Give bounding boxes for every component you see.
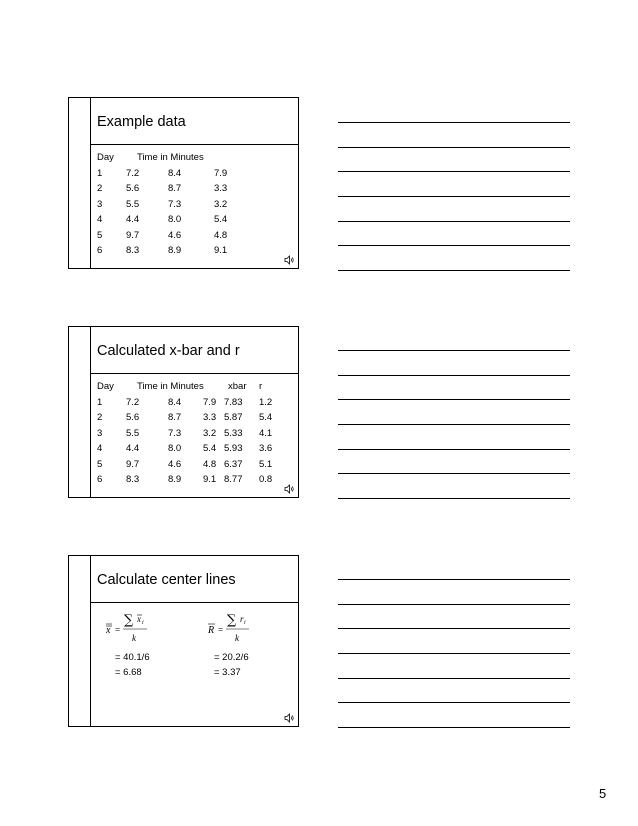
slide-calculated-xbar-r bbox=[68, 326, 299, 498]
sum-symbol: ∑ bbox=[124, 613, 134, 628]
header-xbar: xbar bbox=[228, 381, 247, 392]
table-cell: 5.5 bbox=[126, 198, 140, 210]
svg-text:=: = bbox=[115, 625, 121, 635]
slide-sidebar-bar bbox=[69, 327, 91, 497]
table-cell: 3 bbox=[97, 198, 103, 210]
svg-text:k: k bbox=[132, 633, 136, 643]
table-cell: 8.0 bbox=[168, 443, 182, 454]
xbar-symbol: x bbox=[106, 625, 111, 636]
speaker-icon[interactable] bbox=[284, 255, 294, 265]
table-cell: 7.9 bbox=[203, 396, 217, 408]
table-cell: 3.3 bbox=[214, 183, 228, 194]
table-cell: 5.1 bbox=[259, 458, 273, 470]
table-cell: 4.4 bbox=[126, 443, 140, 454]
table-cell: 1 bbox=[97, 396, 103, 408]
table-cell: 5.87 bbox=[224, 412, 243, 423]
header-time: Time in Minutes bbox=[137, 152, 204, 163]
table-cell: 8.4 bbox=[168, 167, 182, 179]
title-divider bbox=[91, 602, 298, 603]
table-cell: 9.1 bbox=[214, 245, 228, 256]
sum-symbol: ∑ bbox=[227, 613, 237, 628]
r-calc-line: = 20.2/6 bbox=[214, 652, 249, 663]
slide-sidebar-bar bbox=[69, 98, 91, 268]
table-cell: 8.0 bbox=[168, 214, 182, 225]
table-cell: 7.2 bbox=[126, 167, 140, 179]
table-cell: 5.6 bbox=[126, 183, 140, 194]
table-cell: 9.7 bbox=[126, 458, 140, 470]
table-cell: 3 bbox=[97, 427, 103, 439]
slide-example-data bbox=[68, 97, 299, 269]
svg-text:x: x bbox=[137, 614, 141, 624]
header-day: Day bbox=[97, 381, 114, 392]
slide-title: Calculated x-bar and r bbox=[97, 343, 240, 359]
table-cell: 8.7 bbox=[168, 183, 182, 194]
table-cell: 3.3 bbox=[203, 412, 217, 423]
table-cell: 5 bbox=[97, 458, 103, 470]
table-cell: 4 bbox=[97, 443, 103, 454]
table-cell: 8.3 bbox=[126, 474, 140, 485]
slide-title: Calculate center lines bbox=[97, 572, 236, 588]
svg-text:i: i bbox=[244, 620, 246, 626]
svg-text:=: = bbox=[218, 625, 224, 635]
table-cell: 5.4 bbox=[203, 443, 217, 454]
page-number: 5 bbox=[599, 786, 607, 801]
table-cell: 8.7 bbox=[168, 412, 182, 423]
table-cell: 2 bbox=[97, 412, 103, 423]
table-cell: 9.1 bbox=[203, 474, 217, 485]
speaker-icon[interactable] bbox=[284, 484, 294, 494]
table-cell: 8.3 bbox=[126, 245, 140, 256]
table-cell: 5 bbox=[97, 229, 103, 241]
table-cell: 9.7 bbox=[126, 229, 140, 241]
table-cell: 8.77 bbox=[224, 474, 243, 485]
table-cell: 5.4 bbox=[259, 412, 273, 423]
table-cell: 4.6 bbox=[168, 458, 182, 470]
table-cell: 7.9 bbox=[214, 167, 228, 179]
table-cell: 5.6 bbox=[126, 412, 140, 423]
xbar-result-line: = 6.68 bbox=[115, 667, 142, 678]
table-cell: 5.5 bbox=[126, 427, 140, 439]
title-divider bbox=[91, 373, 298, 374]
table-cell: 4.8 bbox=[214, 229, 228, 241]
table-cell: 7.3 bbox=[168, 198, 182, 210]
title-divider bbox=[91, 144, 298, 145]
table-cell: 5.93 bbox=[224, 443, 243, 454]
svg-text:k: k bbox=[235, 633, 239, 643]
table-cell: 6 bbox=[97, 474, 103, 485]
slide-title: Example data bbox=[97, 114, 186, 130]
svg-text:i: i bbox=[142, 620, 144, 626]
header-day: Day bbox=[97, 152, 114, 163]
table-cell: 3.2 bbox=[203, 427, 217, 439]
table-cell: 6.37 bbox=[224, 458, 243, 470]
table-cell: 0.8 bbox=[259, 474, 273, 485]
table-cell: 7.83 bbox=[224, 396, 243, 408]
table-cell: 4 bbox=[97, 214, 103, 225]
table-cell: 8.4 bbox=[168, 396, 182, 408]
table-cell: 2 bbox=[97, 183, 103, 194]
table-cell: 4.1 bbox=[259, 427, 273, 439]
xbar-formula bbox=[103, 608, 163, 648]
slide-center-lines bbox=[68, 555, 299, 727]
table-cell: 8.9 bbox=[168, 245, 182, 256]
table-cell: 8.9 bbox=[168, 474, 182, 485]
r-result-line: = 3.37 bbox=[214, 667, 241, 678]
table-cell: 5.4 bbox=[214, 214, 228, 225]
table-cell: 1 bbox=[97, 167, 103, 179]
table-cell: 3.2 bbox=[214, 198, 228, 210]
rbar-symbol: R bbox=[208, 625, 215, 636]
header-time: Time in Minutes bbox=[137, 381, 204, 392]
table-cell: 4.4 bbox=[126, 214, 140, 225]
table-cell: 6 bbox=[97, 245, 103, 256]
speaker-icon[interactable] bbox=[284, 713, 294, 723]
rbar-formula bbox=[205, 608, 265, 648]
header-r: r bbox=[259, 381, 263, 392]
table-cell: 4.8 bbox=[203, 458, 217, 470]
table-cell: 7.3 bbox=[168, 427, 182, 439]
table-cell: 3.6 bbox=[259, 443, 273, 454]
svg-text:r: r bbox=[240, 614, 244, 624]
table-cell: 1.2 bbox=[259, 396, 273, 408]
table-cell: 7.2 bbox=[126, 396, 140, 408]
table-cell: 5.33 bbox=[224, 427, 243, 439]
xbar-calc-line: = 40.1/6 bbox=[115, 652, 150, 663]
slide-sidebar-bar bbox=[69, 556, 91, 726]
table-cell: 4.6 bbox=[168, 229, 182, 241]
